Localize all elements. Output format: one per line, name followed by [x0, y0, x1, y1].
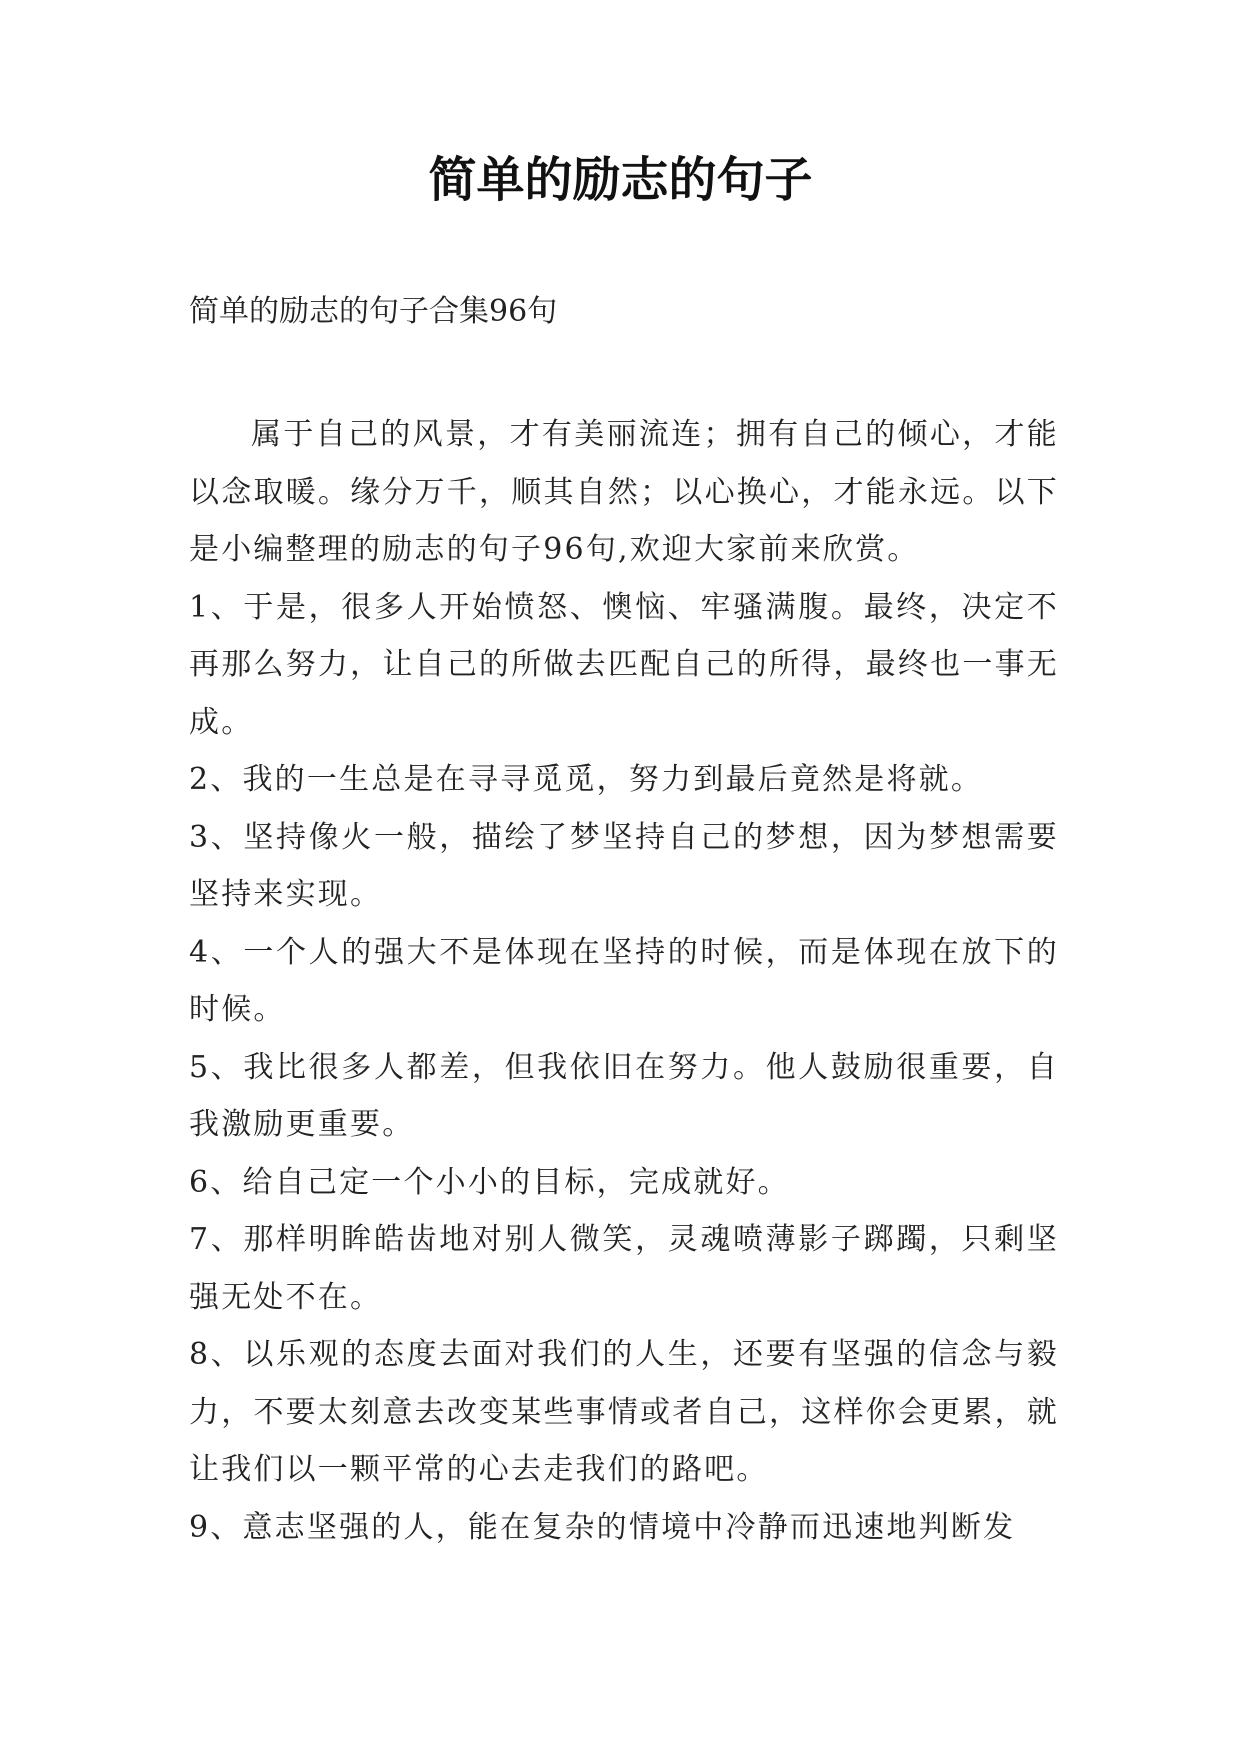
quote-paragraph: 1、于是，很多人开始愤怒、懊恼、牢骚满腹。最终，决定不再那么努力，让自己的所做去匹配自己的所得，最终也一事无成。	[189, 589, 1059, 740]
quote-paragraph: 3、坚持像火一般，描绘了梦坚持自己的梦想，因为梦想需要坚持来实现。	[189, 819, 1059, 912]
quote-paragraph: 6、给自己定一个小小的目标，完成就好。	[189, 1164, 790, 1200]
intro-paragraph: 属于自己的风景，才有美丽流连；拥有自己的倾心，才能以念取暖。缘分万千，顺其自然；以心换心，才能永远。以下是小编整理的励志的句子96句,欢迎大家前来欣赏。	[189, 417, 1059, 567]
quote-paragraph: 5、我比很多人都差，但我依旧在努力。他人鼓励很重要，自我激励更重要。	[189, 1049, 1059, 1142]
document-subtitle: 简单的励志的句子合集96句	[189, 294, 558, 329]
quote-paragraph: 4、一个人的强大不是体现在坚持的时候，而是体现在放下的时候。	[189, 934, 1059, 1027]
quote-paragraph: 9、意志坚强的人，能在复杂的情境中冷静而迅速地判断发	[189, 1509, 1016, 1545]
document-title: 简单的励志的句子	[428, 152, 813, 208]
document-body	[189, 406, 1059, 1556]
quote-paragraph: 7、那样明眸皓齿地对别人微笑，灵魂喷薄影子踯躅，只剩坚强无处不在。	[189, 1222, 1059, 1315]
quote-paragraph: 2、我的一生总是在寻寻觅觅，努力到最后竟然是将就。	[189, 762, 984, 797]
quote-paragraph: 8、以乐观的态度去面对我们的人生，还要有坚强的信念与毅力，不要太刻意去改变某些事情或者自己，这样你会更累，就让我们以一颗平常的心去走我们的路吧。	[189, 1337, 1059, 1487]
